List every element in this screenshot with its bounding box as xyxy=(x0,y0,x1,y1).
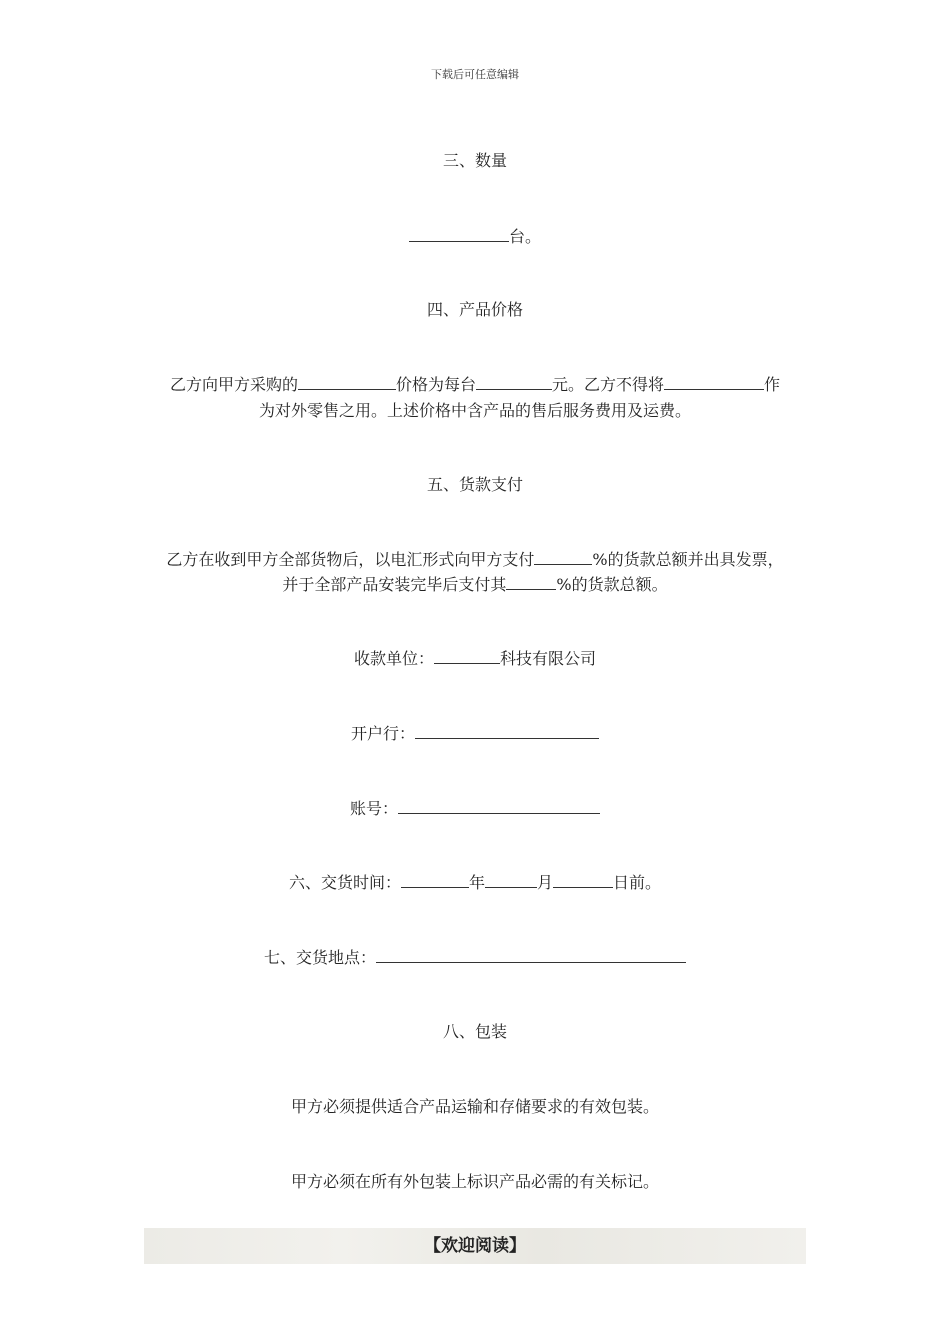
packaging-paragraph-1: 甲方必须提供适合产品运输和存储要求的有效包装。 xyxy=(290,1097,659,1116)
payee-suffix: 科技有限公司 xyxy=(500,649,597,668)
price-text-a: 乙方向甲方采购的 xyxy=(169,375,298,394)
price-text-c: 元。乙方不得将 xyxy=(552,375,665,394)
unit-price-blank xyxy=(476,374,552,390)
month-label: 月 xyxy=(537,873,554,892)
payment-paragraph-line-2 xyxy=(0,574,950,596)
section-3-title: 三、数量 xyxy=(442,151,507,170)
delivery-place-line xyxy=(0,947,950,969)
price-text-d: 作 xyxy=(764,375,781,394)
bank-label: 开户行： xyxy=(350,724,415,743)
first-percent-blank xyxy=(534,549,592,565)
price-text-b: 价格为每台 xyxy=(395,375,476,394)
payee-blank xyxy=(434,648,500,664)
payment-text-c: 并于全部产品安装完毕后支付其 xyxy=(282,575,507,594)
section-5-title: 五、货款支付 xyxy=(426,475,523,494)
price-paragraph-line-2: 为对外零售之用。上述价格中含产品的售后服务费用及运费。 xyxy=(258,401,691,420)
quantity-unit: 台。 xyxy=(508,227,541,246)
account-blank xyxy=(398,798,600,814)
bank-line xyxy=(0,723,950,745)
delivery-place-label: 七、交货地点： xyxy=(263,948,376,967)
day-label: 日前。 xyxy=(613,873,662,892)
payee-line xyxy=(0,648,950,670)
year-label: 年 xyxy=(468,873,485,892)
month-blank xyxy=(485,872,537,888)
account-line xyxy=(0,798,950,820)
payment-paragraph-line-1 xyxy=(0,549,950,571)
delivery-place-blank xyxy=(376,947,686,963)
welcome-footer-banner: 【欢迎阅读】 xyxy=(144,1228,806,1264)
price-paragraph-line-1 xyxy=(0,374,950,396)
payment-text-b: %的货款总额并出具发票， xyxy=(592,550,784,569)
payment-text-d: %的货款总额。 xyxy=(556,575,668,594)
packaging-paragraph-2: 甲方必须在所有外包装上标识产品必需的有关标记。 xyxy=(290,1172,659,1191)
delivery-time-label: 六、交货时间： xyxy=(288,873,401,892)
quantity-line xyxy=(0,226,950,248)
page-header: 下载后可任意编辑 xyxy=(431,68,519,81)
delivery-time-line xyxy=(0,872,950,894)
section-8-title: 八、包装 xyxy=(442,1022,507,1041)
item-blank xyxy=(664,374,764,390)
year-blank xyxy=(401,872,469,888)
day-blank xyxy=(553,872,613,888)
payment-text-a: 乙方在收到甲方全部货物后，以电汇形式向甲方支付 xyxy=(166,550,535,569)
section-4-title: 四、产品价格 xyxy=(426,300,523,319)
account-label: 账号： xyxy=(349,799,398,818)
bank-blank xyxy=(415,723,599,739)
payee-label: 收款单位： xyxy=(353,649,434,668)
second-percent-blank xyxy=(506,574,556,590)
product-blank xyxy=(298,374,396,390)
quantity-blank xyxy=(409,226,509,242)
